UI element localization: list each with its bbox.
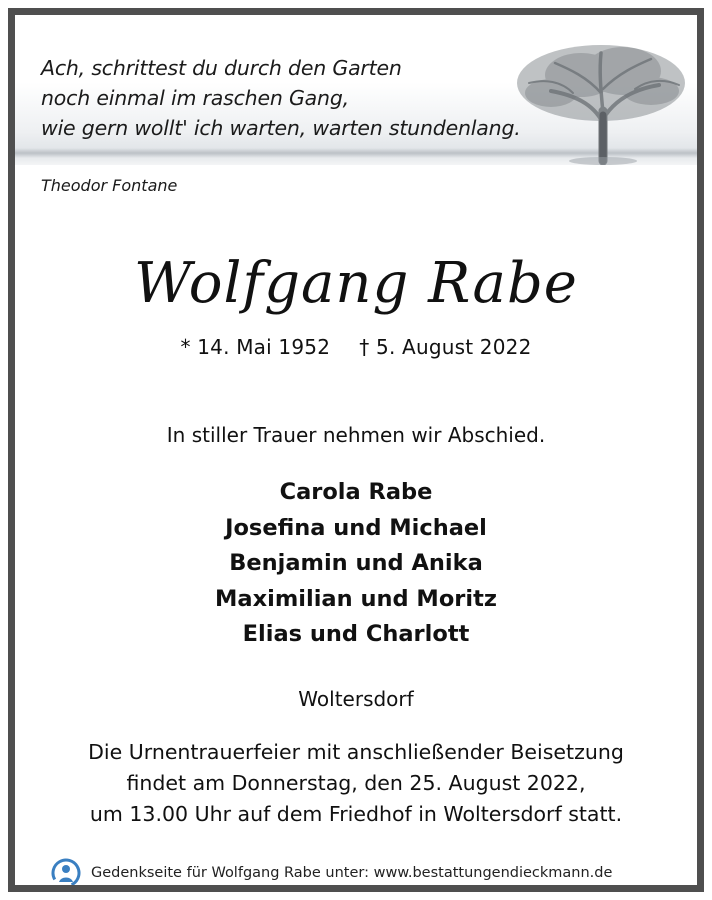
quote-author: Theodor Fontane <box>41 176 178 195</box>
memorial-page-link[interactable]: Gedenkseite für Wolfgang Rabe unter: www.bestattungendieckmann.de <box>91 865 613 881</box>
footer <box>51 858 612 888</box>
family-member: Josefina und Michael <box>225 514 487 541</box>
ceremony-line: Die Urnentrauerfeier mit anschließender Beisetzung <box>88 740 624 764</box>
quote <box>41 53 521 143</box>
birth-date: * 14. Mai 1952 <box>180 335 331 359</box>
obituary-frame <box>8 8 704 892</box>
family-list <box>15 475 697 653</box>
tree-icon <box>511 33 691 165</box>
memorial-logo-icon <box>51 858 81 888</box>
ceremony-info <box>15 737 697 830</box>
place: Woltersdorf <box>298 687 414 711</box>
family-member: Elias und Charlott <box>242 621 470 647</box>
life-dates <box>15 335 697 359</box>
quote-line: noch einmal im raschen Gang, <box>41 86 349 110</box>
family-member: Maximilian und Moritz <box>215 585 497 612</box>
mourning-line: In stiller Trauer nehmen wir Abschied. <box>166 423 546 447</box>
death-date: † 5. August 2022 <box>359 335 532 359</box>
family-member: Benjamin und Anika <box>229 550 483 576</box>
ceremony-line: um 13.00 Uhr auf dem Friedhof in Woltersdorf statt. <box>89 802 623 826</box>
family-member: Carola Rabe <box>279 479 433 505</box>
quote-line: Ach, schrittest du durch den Garten <box>41 56 402 80</box>
deceased-name: Wolfgang Rabe <box>134 251 578 316</box>
ceremony-line: findet am Donnerstag, den 25. August 2022, <box>126 771 586 795</box>
quote-line: wie gern wollt' ich warten, warten stundenlang. <box>41 116 521 140</box>
